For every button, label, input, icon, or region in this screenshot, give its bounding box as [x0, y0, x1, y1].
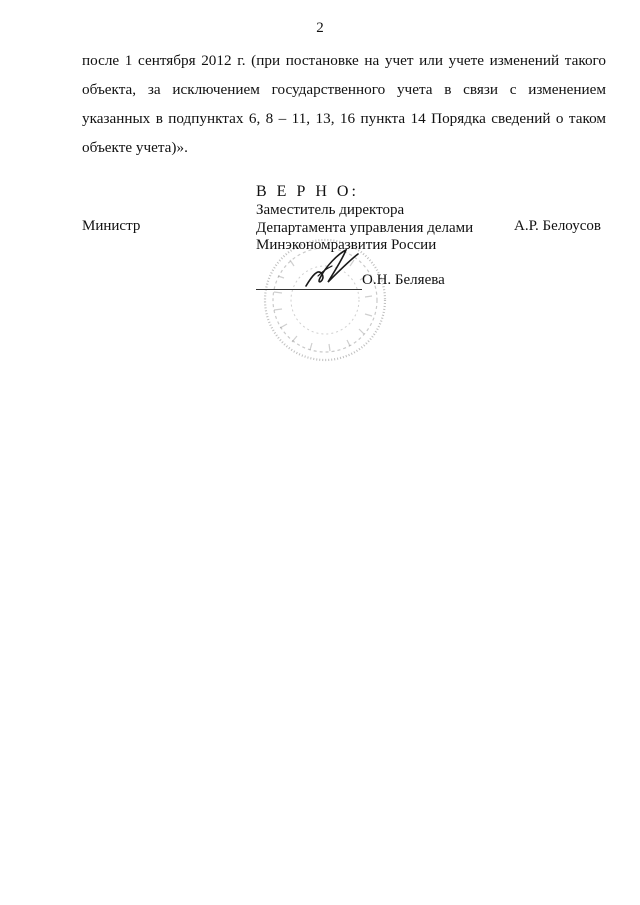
minister-name: А.Р. Белоусов: [514, 218, 601, 234]
body-line: объекте учета)».: [82, 139, 188, 156]
minister-label: Министр: [82, 218, 141, 234]
body-line: объекта, за исключением государственного учета в связи с изменением: [82, 81, 606, 98]
page-number: 2: [316, 20, 324, 36]
body-line: указанных в подпунктах 6, 8 – 11, 13, 16 пункта 14 Порядка сведений о таком: [82, 110, 606, 127]
certifier-position-line: Минэкономразвития России: [256, 237, 437, 253]
certification-heading: В Е Р Н О:: [256, 183, 359, 200]
body-paragraph: [82, 46, 606, 162]
body-line: после 1 сентября 2012 г. (при постановке на учет или учете изменений такого: [82, 52, 606, 69]
handwritten-signature: [298, 246, 368, 294]
certifier-position-line: Департамента управления делами: [256, 219, 474, 236]
signer-name: О.Н. Беляева: [362, 272, 445, 288]
certifier-position-line: Заместитель директора: [256, 202, 405, 218]
